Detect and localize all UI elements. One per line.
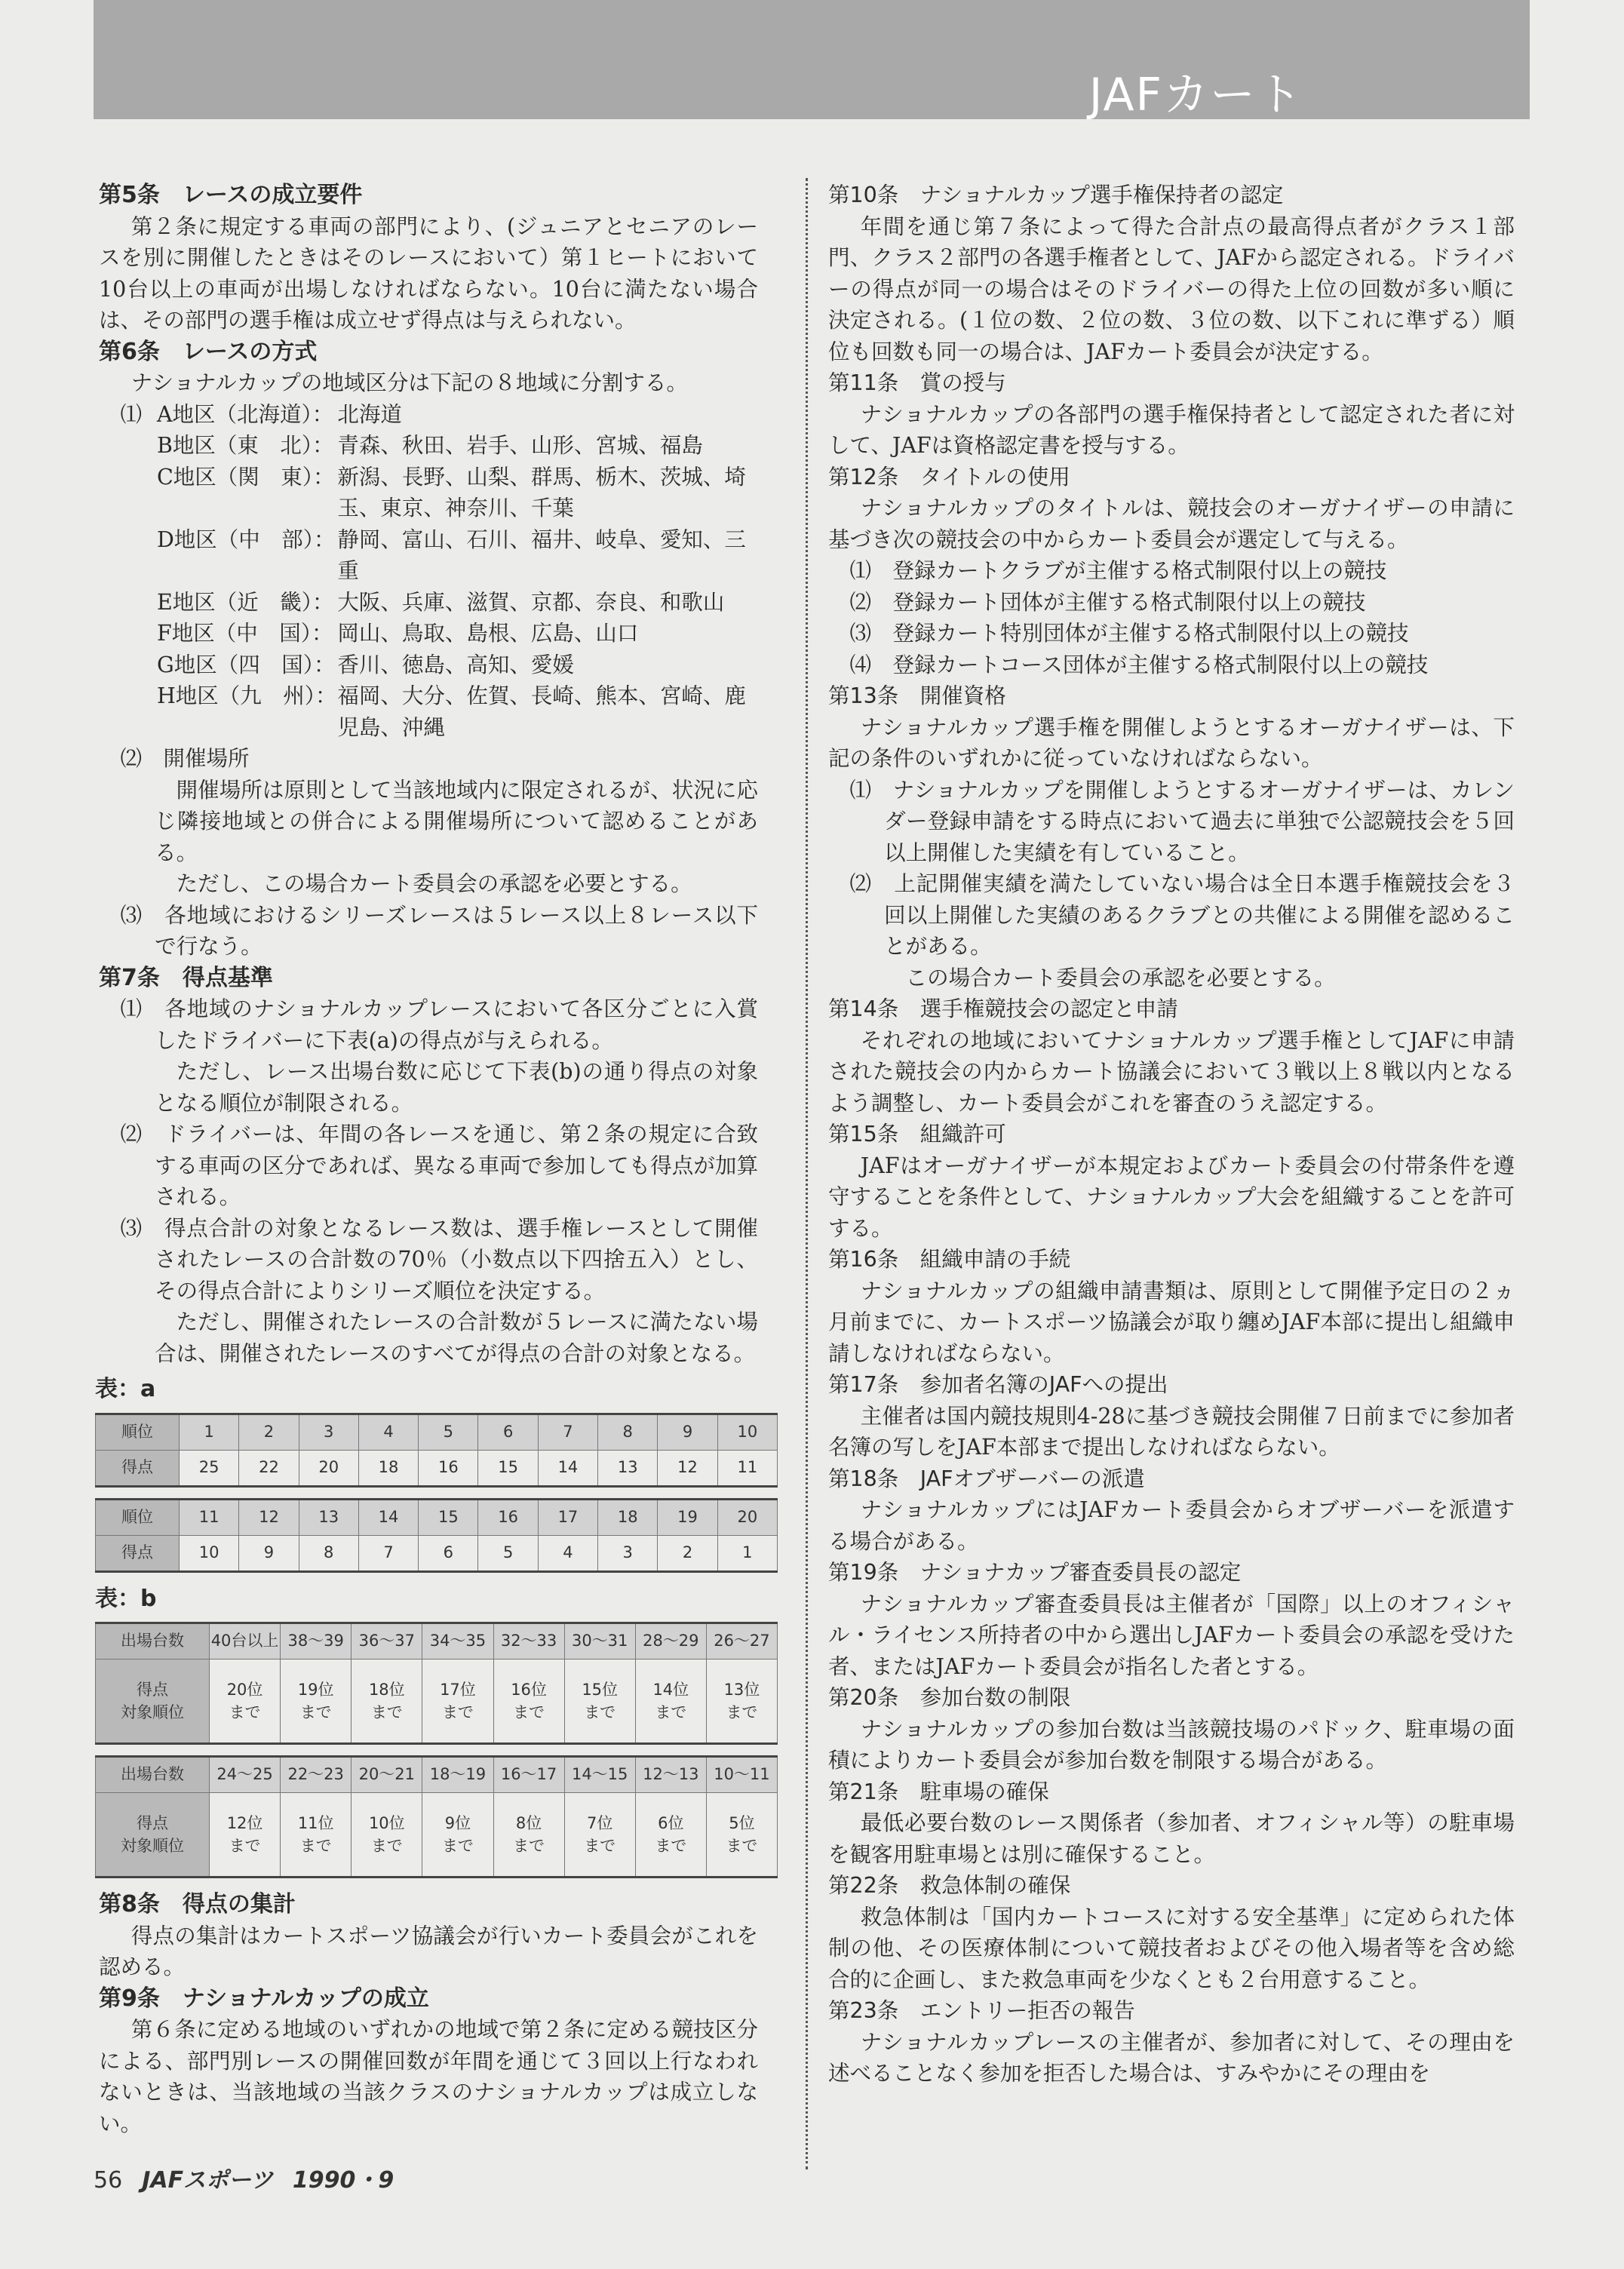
region-prefectures: 大阪、兵庫、滋賀、京都、奈良、和歌山 — [337, 589, 725, 615]
table-cell: 20 — [299, 1450, 358, 1486]
table-cell: 4 — [538, 1535, 597, 1571]
article-23 — [828, 1995, 1515, 2089]
table-cell: 36～37 — [352, 1623, 422, 1660]
rank-label-line1: 得点 — [137, 1814, 168, 1832]
region-row — [99, 399, 758, 431]
list-item: ⑶ 各地域におけるシリーズレースは５レース以上８レース以下で行なう。 — [120, 902, 758, 959]
article-title: 第7条 得点基準 — [99, 964, 273, 991]
table-cell: 15 — [419, 1499, 478, 1535]
list-item: ⑶ 得点合計の対象となるレース数は、選手権レースとして開催されたレースの合計数の70％（小数点以下四捨五入）とし、その得点合計によりシリーズ順位を決定する。 — [120, 1215, 758, 1303]
article-8 — [99, 1889, 758, 1983]
list-item: ⑴ 各地域のナショナルカップレースにおいて各区分ごとに入賞したドライバーに下表(a)の得点が与えられる。 — [120, 996, 758, 1053]
table-header-cell: 得点 — [96, 1450, 180, 1486]
table-cell: 22 — [239, 1450, 299, 1486]
table-a-label: 表：a — [95, 1376, 156, 1402]
article-20 — [828, 1682, 1515, 1776]
table-row — [96, 1757, 778, 1793]
article-22 — [828, 1870, 1515, 1995]
article-11 — [828, 367, 1515, 462]
article-text: JAFはオーガナイザーが本規定およびカート委員会の付帯条件を遵守することを条件として、ナショナルカップ大会を組織することを許可する。 — [828, 1153, 1515, 1241]
article-title: 第20条 参加台数の制限 — [828, 1685, 1071, 1710]
table-cell: 2 — [239, 1414, 299, 1450]
table-cell: 17 — [538, 1499, 597, 1535]
right-column — [828, 180, 1515, 2089]
table-cell: 10～11 — [706, 1757, 777, 1793]
table-cell: 3 — [598, 1535, 658, 1571]
region-prefectures: 岡山、鳥取、島根、広島、山口 — [337, 621, 639, 646]
issue-date: 1990・9 — [292, 2167, 394, 2194]
article-title: 第6条 レースの方式 — [99, 338, 318, 365]
table-cell: 12位 まで — [210, 1793, 281, 1878]
article-text: ナショナルカップの各部門の選手権保持者として認定された者に対して、JAFは資格認定書を授与する。 — [828, 401, 1515, 458]
item-number: ⑴ — [120, 401, 143, 427]
table-cell: 9位 まで — [422, 1793, 493, 1878]
table-cell: 20 — [717, 1499, 777, 1535]
table-row — [96, 1499, 778, 1535]
points-table-continued — [95, 1498, 778, 1573]
article-title: 第5条 レースの成立要件 — [99, 182, 363, 208]
table-cell: 25 — [180, 1450, 239, 1486]
table-cell: 5 — [478, 1535, 538, 1571]
article-text: ナショナルカップ選手権を開催しようとするオーガナイザーは、下記の条件のいずれかに従っていなければならない。 — [828, 714, 1515, 771]
list-item-note: ただし、開催されたレースの合計数が５レースに満たない場合は、開催されたレースのすべてが得点の合計の対象となる。 — [155, 1310, 758, 1366]
table-cell: 9 — [658, 1414, 717, 1450]
table-cell: 20～21 — [352, 1757, 422, 1793]
article-title: 第9条 ナショナルカップの成立 — [99, 1985, 429, 2012]
article-title: 第18条 JAFオブザーバーの派遣 — [828, 1466, 1145, 1491]
list-item: ⑵ 開催場所 — [120, 746, 250, 771]
article-text: 第６条に定める地域のいずれかの地域で第２条に定める競技区分による、部門別レースの開催回数が年間を通じて３回以上行なわれないときは、当該地域の当該クラスのナショナルカップは成立しない。 — [99, 2017, 758, 2136]
table-row — [96, 1793, 778, 1878]
table-cell: 18 — [358, 1450, 418, 1486]
article-text: 得点の集計はカートスポーツ協議会が行いカート委員会がこれを認める。 — [99, 1923, 758, 1979]
article-title: 第10条 ナショナルカップ選手権保持者の認定 — [828, 183, 1284, 207]
region-row — [99, 587, 758, 619]
table-row — [96, 1623, 778, 1660]
article-21 — [828, 1776, 1515, 1871]
table-cell: 1 — [180, 1414, 239, 1450]
table-header-cell — [96, 1793, 210, 1878]
table-cell: 11位 まで — [281, 1793, 352, 1878]
article-13 — [828, 680, 1515, 993]
region-name: A地区（北海道）： — [156, 401, 334, 427]
table-cell: 10 — [180, 1535, 239, 1571]
table-cell: 8 — [299, 1535, 358, 1571]
region-prefectures: 香川、徳島、高知、愛媛 — [337, 652, 574, 677]
table-cell: 17位 まで — [422, 1660, 493, 1744]
table-cell: 15 — [478, 1450, 538, 1486]
article-7 — [99, 963, 758, 1370]
table-cell: 5位 まで — [706, 1793, 777, 1878]
region-prefectures: 新潟、長野、山梨、群馬、栃木、茨城、埼玉、東京、神奈川、千葉 — [337, 464, 746, 520]
table-cell: 16 — [478, 1499, 538, 1535]
rank-label-line1: 得点 — [137, 1681, 168, 1699]
article-text: ナショナルカップの地域区分は下記の８地域に分割する。 — [130, 370, 688, 395]
list-item: ⑶ 登録カート特別団体が主催する格式制限付以上の競技 — [849, 621, 1409, 646]
region-name: F地区（中 国）： — [156, 621, 333, 646]
table-cell: 24～25 — [210, 1757, 281, 1793]
table-cell: 14～15 — [564, 1757, 635, 1793]
article-title: 第8条 得点の集計 — [99, 1891, 296, 1917]
article-text: ナショナルカップの組織申請書類は、原則として開催予定日の２ヵ月前までに、カートスポーツ協議会が取り纏めJAF本部に提出し組織申請しなければならない。 — [828, 1278, 1515, 1366]
page-number: 56 — [94, 2167, 123, 2194]
article-text: 救急体制は「国内カートコースに対する安全基準」に定められた体制の他、その医療体制について競技者およびその他入場者等を含め総合的に企画し、また救急車両を少なくとも２台用意すること。 — [828, 1904, 1515, 1992]
rank-label-line2: 対象順位 — [121, 1703, 184, 1721]
article-12 — [828, 462, 1515, 681]
region-name: E地区（近 畿）： — [156, 589, 334, 615]
table-header-cell: 出場台数 — [96, 1757, 210, 1793]
list-item: ⑷ 登録カートコース団体が主催する格式制限付以上の競技 — [849, 652, 1429, 677]
table-cell: 16 — [419, 1450, 478, 1486]
table-cell: 6位 まで — [635, 1793, 706, 1878]
list-item-text: 開催場所は原則として当該地域内に限定されるが、状況に応じ隣接地域との併合による開催場所について認めることがある。 — [155, 777, 758, 865]
region-prefectures: 福岡、大分、佐賀、長崎、熊本、宮崎、鹿児島、沖縄 — [337, 683, 746, 740]
page-title: JAFカート — [1088, 69, 1303, 121]
table-cell: 26～27 — [706, 1623, 777, 1660]
table-row — [96, 1535, 778, 1571]
table-cell: 12 — [658, 1450, 717, 1486]
table-cell: 18位 まで — [352, 1660, 422, 1744]
table-cell: 11 — [180, 1499, 239, 1535]
article-title: 第14条 選手権競技会の認定と申請 — [828, 996, 1178, 1021]
region-name: H地区（九 州）： — [156, 683, 337, 708]
article-text: ナショナルカップ審査委員長は主催者が「国際」以上のオフィシャル・ライセンス所持者の中から選出しJAFカート委員会の承認を受けた者、またはJAFカート委員会が指名した者とする。 — [828, 1591, 1515, 1679]
region-row — [99, 680, 758, 743]
article-17 — [828, 1369, 1515, 1463]
region-list — [99, 399, 758, 744]
rank-label-line2: 対象順位 — [121, 1837, 184, 1855]
article-text: ナショナルカップにはJAFカート委員会からオブザーバーを派遣する場合がある。 — [828, 1497, 1515, 1554]
article-15 — [828, 1119, 1515, 1244]
table-cell: 34～35 — [422, 1623, 493, 1660]
article-title: 第21条 駐車場の確保 — [828, 1779, 1049, 1804]
region-row — [99, 618, 758, 649]
table-header-cell: 順位 — [96, 1414, 180, 1450]
article-title: 第23条 エントリー拒否の報告 — [828, 1998, 1135, 2023]
table-header-cell: 得点 — [96, 1535, 180, 1571]
table-cell: 7 — [358, 1535, 418, 1571]
table-cell: 19 — [658, 1499, 717, 1535]
region-prefectures: 北海道 — [337, 401, 402, 427]
article-title: 第13条 開催資格 — [828, 683, 1006, 708]
table-cell: 10 — [717, 1414, 777, 1450]
region-name: G地区（四 国）： — [156, 652, 336, 677]
region-row — [99, 430, 758, 462]
table-cell: 14位 まで — [635, 1660, 706, 1744]
article-text: 主催者は国内競技規則4-28に基づき競技会開催７日前までに参加者名簿の写しをJAF本部まで提出しなければならない。 — [828, 1403, 1515, 1460]
region-row — [99, 649, 758, 681]
list-item: ⑴ ナショナルカップを開催しようとするオーガナイザーは、カレンダー登録申請をする時点において過去に単独で公認競技会を５回以上開催した実績を有していること。 — [849, 777, 1515, 865]
table-cell: 6 — [478, 1414, 538, 1450]
magazine-name: JAFスポーツ — [142, 2167, 273, 2194]
region-row — [99, 462, 758, 524]
eligibility-table — [95, 1622, 778, 1745]
article-19 — [828, 1557, 1515, 1682]
table-cell: 30～31 — [564, 1623, 635, 1660]
table-cell: 14 — [358, 1499, 418, 1535]
list-item: ⑴ 登録カートクラブが主催する格式制限付以上の競技 — [849, 558, 1387, 583]
list-item-note: ただし、この場合カート委員会の承認を必要とする。 — [176, 871, 692, 896]
table-cell: 32～33 — [493, 1623, 564, 1660]
table-cell: 22～23 — [281, 1757, 352, 1793]
table-cell: 9 — [239, 1535, 299, 1571]
column-divider — [806, 178, 808, 2169]
list-item: ⑵ 上記開催実績を満たしていない場合は全日本選手権競技会を３回以上開催した実績のあるクラブとの共催による開催を認めることがある。 — [849, 871, 1515, 959]
table-cell: 7位 まで — [564, 1793, 635, 1878]
article-5 — [99, 180, 758, 336]
table-cell: 13 — [299, 1499, 358, 1535]
table-header-cell: 順位 — [96, 1499, 180, 1535]
table-cell: 5 — [419, 1414, 478, 1450]
article-text: 最低必要台数のレース関係者（参加者、オフィシャル等）の駐車場を観客用駐車場とは別に確保すること。 — [828, 1810, 1515, 1867]
table-cell: 16位 まで — [493, 1660, 564, 1744]
table-cell: 2 — [658, 1535, 717, 1571]
article-text: ナショナルカップの参加台数は当該競技場のパドック、駐車場の面積によりカート委員会が参加台数を制限する場合がある。 — [828, 1716, 1515, 1773]
article-6 — [99, 336, 758, 963]
table-cell: 38～39 — [281, 1623, 352, 1660]
region-name: B地区（東 北）： — [156, 433, 334, 458]
article-title: 第17条 参加者名簿のJAFへの提出 — [828, 1372, 1168, 1397]
table-row — [96, 1414, 778, 1450]
article-text: ナショナルカップのタイトルは、競技会のオーガナイザーの申請に基づき次の競技会の中からカート委員会が選定して与える。 — [828, 496, 1515, 552]
article-16 — [828, 1244, 1515, 1369]
table-cell: 14 — [538, 1450, 597, 1486]
table-row — [96, 1450, 778, 1486]
table-cell: 6 — [419, 1535, 478, 1571]
table-cell: 19位 まで — [281, 1660, 352, 1744]
list-item-note: この場合カート委員会の承認を必要とする。 — [905, 965, 1336, 990]
table-cell: 28～29 — [635, 1623, 706, 1660]
table-cell: 11 — [717, 1450, 777, 1486]
table-cell: 13位 まで — [706, 1660, 777, 1744]
region-name: C地区（関 東）： — [156, 464, 335, 490]
article-text: ナショナルカップレースの主催者が、参加者に対して、その理由を述べることなく参加を拒否した場合は、すみやかにその理由を — [828, 2029, 1515, 2086]
article-title: 第16条 組織申請の手続 — [828, 1247, 1071, 1272]
page-footer — [94, 2161, 394, 2194]
article-title: 第22条 救急体制の確保 — [828, 1873, 1071, 1898]
list-item: ⑵ ドライバーは、年間の各レースを通じ、第２条の規定に合致する車両の区分であれば、異なる車両で参加しても得点が加算される。 — [120, 1122, 758, 1209]
table-cell: 4 — [358, 1414, 418, 1450]
table-cell: 8 — [598, 1414, 658, 1450]
article-title: 第19条 ナショナカップ審査委員長の認定 — [828, 1560, 1242, 1585]
table-cell: 8位 まで — [493, 1793, 564, 1878]
table-cell: 40台以上 — [210, 1623, 281, 1660]
article-title: 第11条 賞の授与 — [828, 370, 1006, 395]
region-prefectures: 静岡、富山、石川、福井、岐阜、愛知、三重 — [337, 527, 746, 583]
table-cell: 18～19 — [422, 1757, 493, 1793]
list-item: ⑵ 登録カート団体が主催する格式制限付以上の競技 — [849, 589, 1366, 615]
article-title: 第12条 タイトルの使用 — [828, 464, 1070, 490]
list-item-note: ただし、レース出場台数に応じて下表(b)の通り得点の対象となる順位が制限される。 — [155, 1059, 758, 1116]
region-row — [99, 524, 758, 587]
table-cell: 16～17 — [493, 1757, 564, 1793]
header-banner — [94, 0, 1530, 119]
table-cell: 15位 まで — [564, 1660, 635, 1744]
table-cell: 20位 まで — [210, 1660, 281, 1744]
table-cell: 13 — [598, 1450, 658, 1486]
table-row — [96, 1660, 778, 1744]
article-title: 第15条 組織許可 — [828, 1122, 1006, 1147]
points-table — [95, 1413, 778, 1488]
article-text: それぞれの地域においてナショナルカップ選手権としてJAFに申請された競技会の内からカート協議会において３戦以上８戦以内となるよう調整し、カート委員会がこれを審査のうえ認定する。 — [828, 1027, 1515, 1116]
eligibility-table-continued — [95, 1755, 778, 1878]
article-18 — [828, 1463, 1515, 1558]
left-column — [95, 180, 778, 2139]
article-14 — [828, 993, 1515, 1119]
table-b-label: 表：b — [95, 1585, 157, 1612]
region-name: D地区（中 部）： — [156, 527, 336, 552]
table-cell: 3 — [299, 1414, 358, 1450]
article-text: 第２条に規定する車両の部門により、(ジュニアとセニアのレースを別に開催したときはそのレースにおいて）第１ヒートにおいて10台以上の車両が出場しなければならない。10台に満たない場合は、その部門の選手権は成立せず得点は与えられない。 — [99, 213, 758, 333]
table-cell: 1 — [717, 1535, 777, 1571]
table-cell: 7 — [538, 1414, 597, 1450]
table-header-cell: 出場台数 — [96, 1623, 210, 1660]
region-prefectures: 青森、秋田、岩手、山形、宮城、福島 — [337, 433, 703, 458]
table-cell: 10位 まで — [352, 1793, 422, 1878]
article-10 — [828, 180, 1515, 367]
article-9 — [99, 1983, 758, 2140]
table-cell: 12 — [239, 1499, 299, 1535]
table-header-cell — [96, 1660, 210, 1744]
table-cell: 18 — [598, 1499, 658, 1535]
table-cell: 12～13 — [635, 1757, 706, 1793]
article-text: 年間を通じ第７条によって得た合計点の最高得点者がクラス１部門、クラス２部門の各選手権者として、JAFから認定される。ドライバーの得点が同一の場合はそのドライバーの得た上位の回数が多い順に決定される。(１位の数、２位の数、３位の数、以下これに準ずる）順位も回数も同一の場合は、JAFカート委員会が決定する。 — [828, 213, 1515, 364]
